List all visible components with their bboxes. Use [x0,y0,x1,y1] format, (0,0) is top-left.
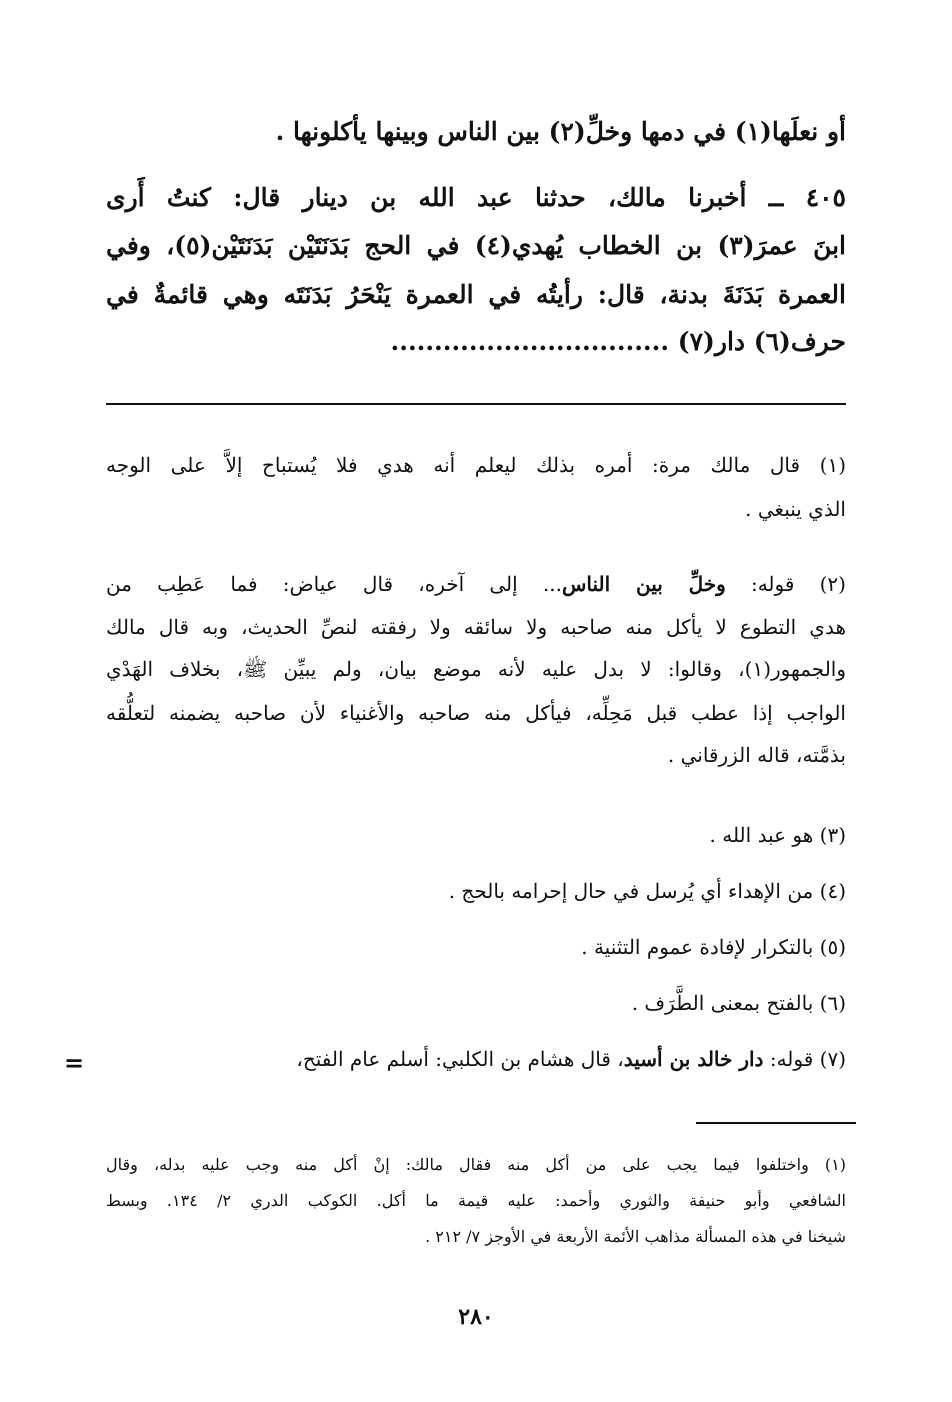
main-text-line-5-words: حرف(٦) دار(٧) [677,327,846,356]
footnote-2-number: (٢) قوله: [725,572,846,596]
footnote-2-line-2: هدي التطوع لا يأكل منه صاحبه ولا سائقه ولا رفقته لنصِّ الحديث، وبه قال مالك [106,615,846,639]
ellipsis-dots: ................................ [390,327,670,356]
footnote-6: (٦) بالفتح بمعنى الطَّرَف . [631,991,846,1015]
subnote-1-line-1: (١) واختلفوا فيما يجب على من أكل منه فقال مالك: إنْ أكل منه وجب عليه بدله، وقال [106,1155,846,1174]
footnote-7-quote: دار خالد بن أسيد [623,1047,764,1071]
footnote-3: (٣) هو عبد الله . [709,823,846,847]
footnote-2-line-1-rest: ... إلى آخره، قال عياض: فما عَطِب من [106,572,562,596]
footnote-2-line-1 [106,567,846,601]
main-footnote-separator [106,403,846,405]
footnote-2-quote: وخلِّ بين الناس [561,572,726,596]
footnote-1-line-2: الذي ينبغي . [745,497,846,521]
footnote-2-line-5: بذمَّته، قاله الزرقاني . [667,743,846,767]
main-text-line-4: العمرة بَدَنَةَ بدنة، قال: رأيتُه في العمرة يَنْحَرُ بَدَنَتَه وهي قائمةٌ في [106,280,846,309]
footnote-5: (٥) بالتكرار لإفادة عموم التثنية . [581,935,846,959]
main-text-line-3: ابنَ عمرَ(٣) بن الخطاب يُهدي(٤) في الحج بَدَنَتَيْن بَدَنَتَيْن(٥)، وفي [106,231,847,260]
subnote-1-line-2: الشافعي وأبو حنيفة والثوري وأحمد: عليه قيمة ما أكل. الكوكب الدري ٢/ ١٣٤. وبسط [106,1191,847,1210]
footnote-4: (٤) من الإهداء أي يُرسل في حال إحرامه بالحج . [448,879,846,903]
footnote-2-line-3: والجمهور(١)، وقالوا: لا بدل عليه لأنه موضع بيان، ولم يبيِّن ﷺ، بخلاف الهَدْي [106,657,846,681]
footnote-7-number: (٧) قوله: [763,1047,846,1071]
main-text-line-5 [106,322,846,362]
subnote-separator [696,1122,856,1124]
footnote-2-line-4: الواجب إذا عطب قبل مَحِلِّه، فيأكل منه صاحبه والأغنياء لأن صاحبه يضمنه لتعلُّقه [106,701,846,725]
footnote-7 [106,1042,846,1076]
footnote-1-line-1: (١) قال مالك مرة: أمره بذلك ليعلم أنه هدي فلا يُستباح إلاَّ على الوجه [106,453,846,477]
main-text-line-1: أو نعلَها(١) في دمها وخلِّ(٢) بين الناس وبينها يأكلونها . [275,117,846,146]
footnote-7-rest: ، قال هشام بن الكلبي: أسلم عام الفتح، [296,1047,624,1071]
continuation-mark: = [64,1048,85,1077]
page-number: ٢٨٠ [458,1304,494,1330]
main-text-line-2: ٤٠٥ ــ أخبرنا مالك، حدثنا عبد الله بن دينار قال: كنتُ أَرى [106,183,846,212]
subnote-1-line-3: شيخنا في هذه المسألة مذاهب الأئمة الأربعة في الأوجز ٧/ ٢١٢ . [425,1227,846,1246]
